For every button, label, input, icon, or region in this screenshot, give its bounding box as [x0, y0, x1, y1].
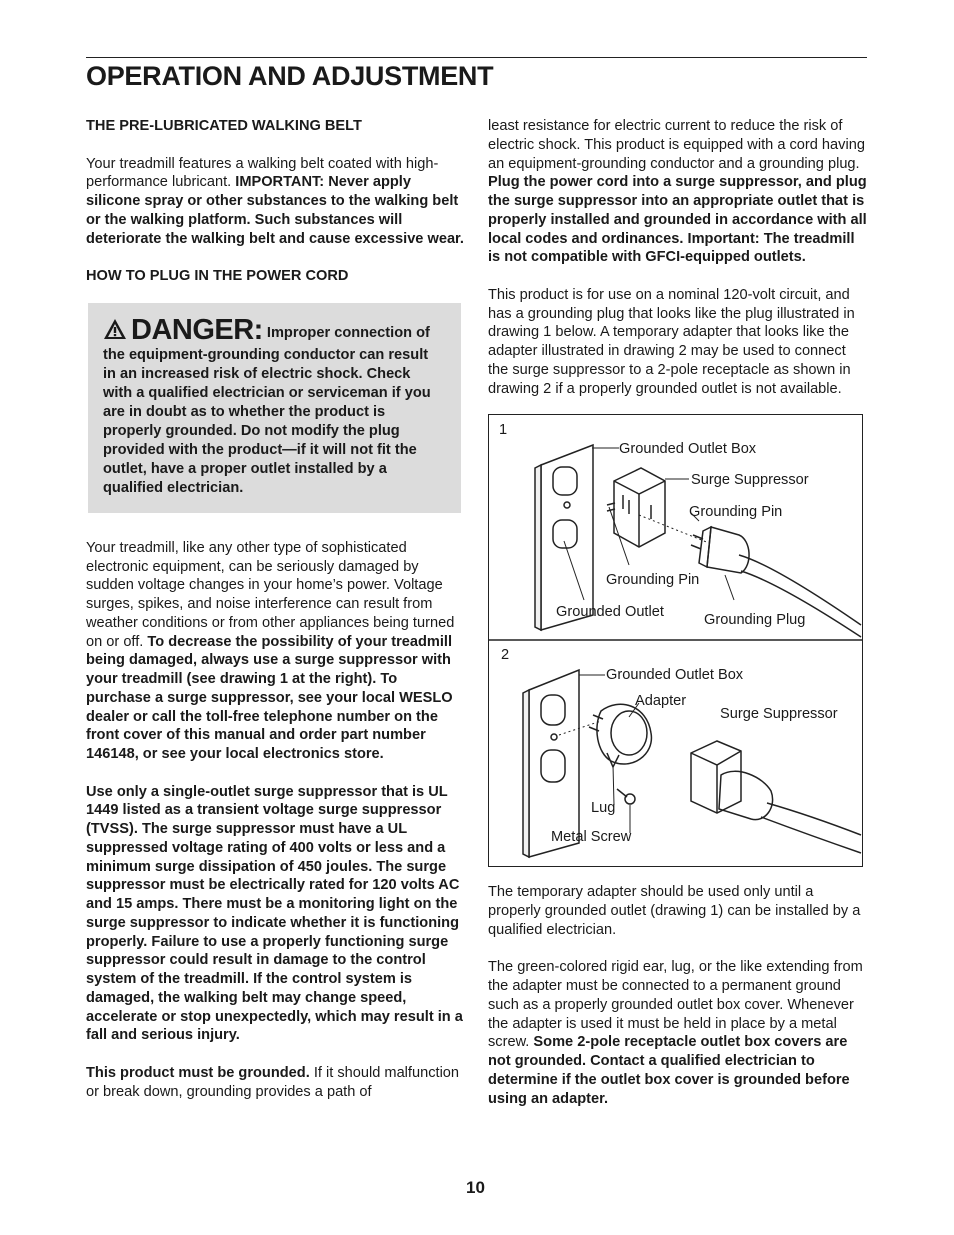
grounding-paragraph [86, 1064, 466, 1102]
walking-belt-paragraph [86, 155, 466, 249]
walking-belt-text: Your treadmill features a walking belt coated with high-performance lubricant. [86, 155, 439, 191]
surge-instruction: To decrease the possibility of your treadmill being damaged, always use a surge suppressor with your treadmill (see drawing 1 at the right). To purchase a surge suppressor, see your local WESLO dealer or call the toll-free telephone number on the front cover of this manual and order part number 146148, or see your local electronics store. [86, 633, 453, 762]
title-rule [86, 57, 867, 58]
section-heading-walking-belt: THE PRE-LUBRICATED WALKING BELT [86, 118, 362, 134]
grounding-continued-text: least resistance for electric current to reduce the risk of electric shock. This product is equipped with a cord having an equipment-grounding conductor and a grounding plug. [488, 118, 865, 172]
label-grounding-plug: Grounding Plug [704, 612, 806, 629]
surge-suppressor-requirements: Use only a single-outlet surge suppressor that is UL 1449 listed as a transient voltage surge suppressor (TVSS). The surge suppressor must have a UL suppressed voltage rating of 400 volts or less and a minimum surge dissipation of 450 joules. The surge suppressor must be electrically rated for 120 volts AC and 15 amps. There must be a monitoring light on the surge suppressor to indicate whether it is functioning properly. Failure to use a properly functioning surge suppressor could result in damage to the control system of the treadmill. If the control system is damaged, the walking belt may change speed, accelerate or stop unexpectedly, which may result in a fall and serious injury. [86, 783, 463, 1044]
warning-triangle-icon [103, 318, 127, 346]
label-grounding-pin-suppressor: Grounding Pin [606, 572, 700, 589]
circuit-paragraph: This product is for use on a nominal 120-volt circuit, and has a grounding plug that looks like the plug illustrated in drawing 1 below. A temporary adapter that looks like the adapter illustrated in drawing 2 may be used to connect the surge suppressor to a 2-pole receptacle as shown in drawing 2 if a properly grounded outlet is not available. [488, 286, 855, 397]
grounding-text: If it should malfunction or break down, grounding provides a path of [86, 1064, 460, 1100]
label-surge-suppressor-2: Surge Suppressor [720, 706, 838, 723]
outlet-cover-warning: Some 2-pole receptacle outlet box covers are not grounded. Contact a qualified electrician to determine if the outlet box cover is grounded before using an adapter. [488, 1034, 850, 1107]
page-title: OPERATION AND ADJUSTMENT [86, 61, 494, 91]
label-grounded-outlet: Grounded Outlet [556, 604, 664, 621]
drawing-2-number: 2 [501, 647, 510, 664]
grounding-notice: This product must be grounded. [86, 1064, 310, 1081]
label-surge-suppressor-1: Surge Suppressor [691, 472, 809, 489]
left-column [86, 117, 466, 1101]
danger-word: DANGER: [131, 313, 263, 346]
page-number: 10 [466, 1178, 485, 1197]
label-lug: Lug [591, 800, 616, 817]
danger-text: Improper connection of the equipment-grounding conductor can result in an increased risk of electric shock. Check with a qualified electrician or serviceman if you are in doubt as to whether the product is properly grounded. Do not modify the plug provided with the product—if it will not fit the outlet, have a proper outlet installed by a qualified electrician. [103, 324, 431, 496]
plug-diagram [488, 414, 863, 867]
adapter-lug-text: The green-colored rigid ear, lug, or the like extending from the adapter must be connected to a permanent ground such as a properly grounded outlet box cover. Whenever the adapter is used it must be held in place by a metal screw. [488, 959, 863, 1051]
label-metal-screw: Metal Screw [551, 829, 632, 846]
label-grounding-pin-plug: Grounding Pin [689, 504, 783, 521]
right-column [488, 117, 870, 1108]
label-grounded-outlet-box-1: Grounded Outlet Box [619, 441, 757, 458]
surge-text: Your treadmill, like any other type of sophisticated electronic equipment, can be seriously damaged by sudden voltage changes in your home’s power. Voltage surges, spikes, and noise interference can result from weather conditions or from other appliances being turned on or off. [86, 539, 455, 650]
adapter-temporary-paragraph: The temporary adapter should be used only until a properly grounded outlet (drawing 1) can be installed by a qualified electrician. [488, 884, 861, 938]
power-cord-instruction: Plug the power cord into a surge suppressor, and plug the surge suppressor into an appropriate outlet that is properly installed and grounded in accordance with all local codes and ordinances. Important: The treadmill is not compatible with GFCI-equipped outlets. [488, 174, 867, 266]
drawing-1-number: 1 [499, 422, 508, 439]
adapter-lug-paragraph [488, 958, 870, 1108]
section-heading-power-cord: HOW TO PLUG IN THE POWER CORD [86, 268, 349, 284]
grounding-continued-paragraph [488, 117, 870, 267]
danger-box [88, 303, 461, 513]
label-adapter: Adapter [635, 693, 687, 710]
walking-belt-warning: IMPORTANT: Never apply silicone spray or other substances to the walking belt or the walking platform. Such substances will deteriorate the walking belt and cause excessive wear. [86, 174, 464, 247]
surge-paragraph [86, 539, 466, 764]
label-grounded-outlet-box-2: Grounded Outlet Box [606, 667, 744, 684]
